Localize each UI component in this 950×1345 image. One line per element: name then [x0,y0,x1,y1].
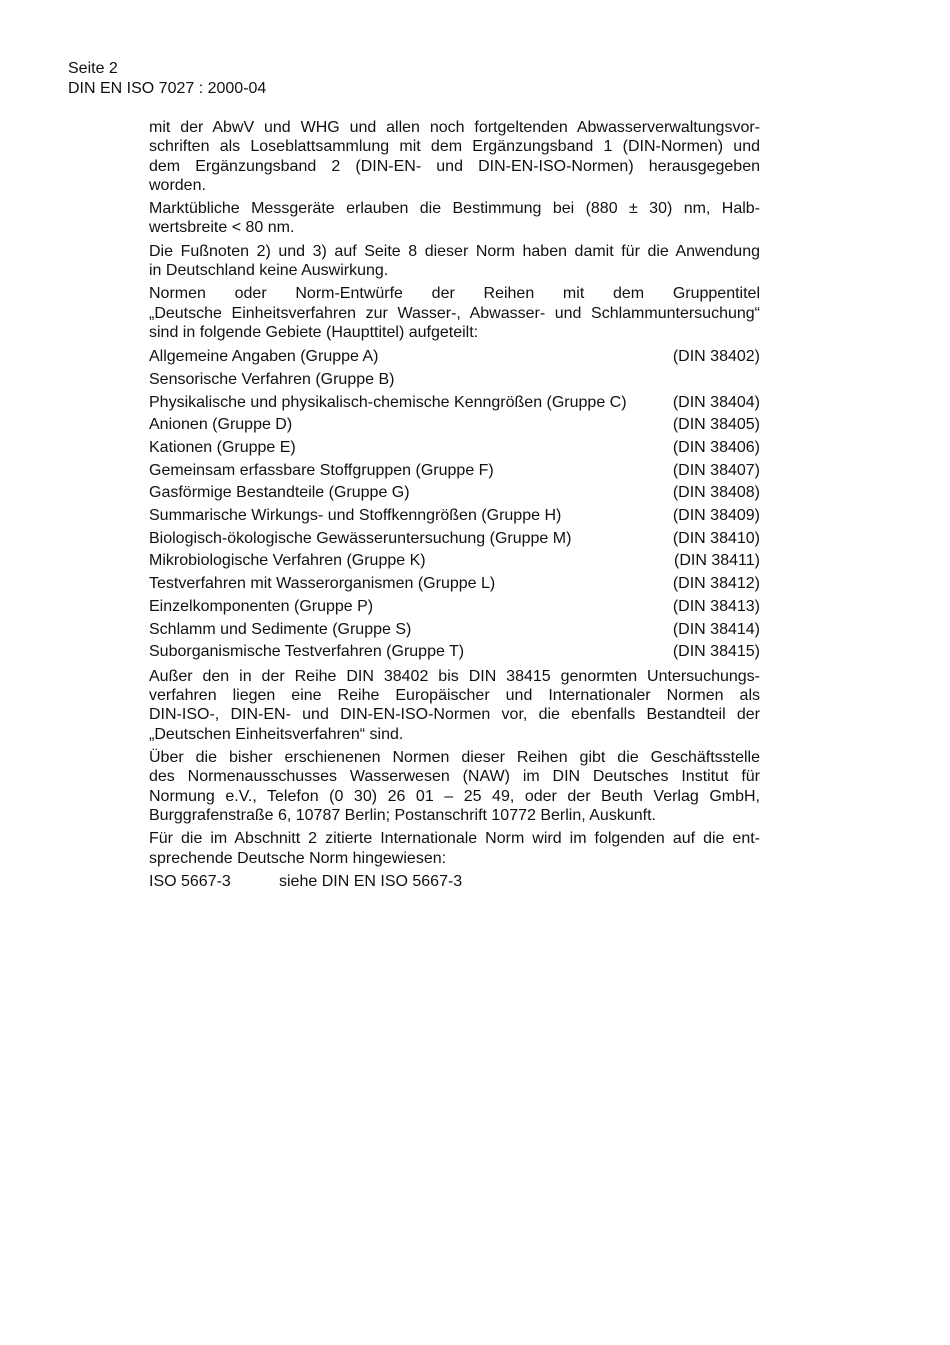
group-title: Biologisch-ökologische Gewässeruntersuchung (Gruppe M) [149,529,572,547]
group-title: Testverfahren mit Wasserorganismen (Gruppe L) [149,575,496,593]
group-row [149,596,760,619]
paragraph [149,667,760,744]
group-title: Schlamm und Sedimente (Gruppe S) [149,620,412,638]
paragraph [149,748,760,825]
paragraph [149,284,760,342]
text-line: Über die bisher erschienenen Normen dieser Reihen gibt die Geschäftsstelle [149,749,760,767]
group-title: Physikalische und physikalisch-chemische Kenngrößen (Gruppe C) [149,393,627,411]
group-din: (DIN 38408) [672,484,760,502]
group-row [149,550,760,573]
document-id: DIN EN ISO 7027 : 2000-04 [68,79,267,97]
text-line: sind in folgende Gebiete (Haupttitel) aufgeteilt: [149,323,479,341]
text-line: in Deutschland keine Auswirkung. [149,262,389,280]
group-title: Anionen (Gruppe D) [149,416,293,434]
group-row [149,528,760,551]
text-line: Marktübliche Messgeräte erlauben die Bestimmung bei (880 ± 30) nm, Halb- [149,200,760,218]
group-title: Einzelkomponenten (Gruppe P) [149,597,374,615]
group-row [149,641,760,664]
group-title: Summarische Wirkungs- und Stoffkenngrößen (Gruppe H) [149,507,562,525]
text-line: wertsbreite < 80 nm. [149,219,295,237]
text-line: Burggrafenstraße 6, 10787 Berlin; Postanschrift 10772 Berlin, Auskunft. [149,806,656,824]
text-line: Die Fußnoten 2) und 3) auf Seite 8 dieser Norm haben damit für die Anwendung [149,242,760,260]
group-row [149,437,760,460]
page-header [68,59,266,98]
text-line: DIN-ISO-, DIN-EN- und DIN-EN-ISO-Normen vor, die ebenfalls Bestandteil der [149,706,760,724]
group-din: (DIN 38406) [672,439,760,457]
group-din: (DIN 38409) [672,507,760,525]
group-din: (DIN 38415) [672,643,760,661]
group-row [149,573,760,596]
closing-paragraphs [149,667,760,868]
text-line: dem Ergänzungsband 2 (DIN-EN- und DIN-EN-ISO-Normen) herausgegeben [149,157,760,175]
paragraph [149,199,760,238]
group-row [149,346,760,369]
text-line: verfahren liegen eine Reihe Europäischer und Internationaler Normen als [149,687,760,705]
document-body [149,118,760,891]
group-din: (DIN 38407) [672,461,760,479]
group-title: Mikrobiologische Verfahren (Gruppe K) [149,552,426,570]
paragraph [149,829,760,868]
page-number: Seite 2 [68,60,118,77]
group-din: (DIN 38405) [672,416,760,434]
paragraph [149,242,760,281]
group-title: Gemeinsam erfassbare Stoffgruppen (Gruppe F) [149,461,494,479]
text-line: sprechende Deutsche Norm hingewiesen: [149,849,447,867]
group-din: (DIN 38414) [672,620,760,638]
group-row [149,460,760,483]
text-line: des Normenausschusses Wasserwesen (NAW) im DIN Deutsches Institut für [149,768,760,786]
group-title: Kationen (Gruppe E) [149,439,296,457]
text-line: mit der AbwV und WHG und allen noch fortgeltenden Abwasserverwaltungsvor- [149,119,760,136]
group-row [149,619,760,642]
group-din: (DIN 38404) [672,393,760,411]
reference-row [149,872,760,891]
group-row [149,482,760,505]
group-list [149,346,760,664]
text-line: worden. [149,176,206,194]
group-row [149,392,760,415]
group-title: Sensorische Verfahren (Gruppe B) [149,370,395,388]
group-row [149,505,760,528]
text-line: schriften als Loseblattsammlung mit dem Ergänzungsband 1 (DIN-Normen) und [149,138,760,156]
text-line: Normung e.V., Telefon (0 30) 26 01 – 25 49, oder der Beuth Verlag GmbH, [149,787,760,805]
text-line: „Deutsche Einheitsverfahren zur Wasser-, Abwasser- und Schlammuntersuchung“ [149,304,760,322]
group-title: Gasförmige Bestandteile (Gruppe G) [149,484,410,502]
text-line: Außer den in der Reihe DIN 38402 bis DIN 38415 genormten Untersuchungs- [149,667,760,685]
reference-iso: ISO 5667-3 [149,872,231,890]
group-title: Suborganismische Testverfahren (Gruppe T) [149,643,465,661]
paragraph [149,118,760,195]
group-din: (DIN 38411) [674,552,760,570]
group-din: (DIN 38402) [672,348,760,366]
group-din: (DIN 38413) [672,597,760,615]
text-line: Normen oder Norm-Entwürfe der Reihen mit dem Gruppentitel [149,285,760,303]
group-row [149,369,760,392]
group-title: Allgemeine Angaben (Gruppe A) [149,348,379,366]
group-row [149,414,760,437]
group-din: (DIN 38410) [672,529,760,547]
text-line: Für die im Abschnitt 2 zitierte Internationale Norm wird im folgenden auf die ent- [149,830,760,848]
intro-paragraphs [149,118,760,342]
reference-din: siehe DIN EN ISO 5667-3 [279,872,463,890]
group-din: (DIN 38412) [672,575,760,593]
text-line: „Deutschen Einheitsverfahren“ sind. [149,725,404,743]
